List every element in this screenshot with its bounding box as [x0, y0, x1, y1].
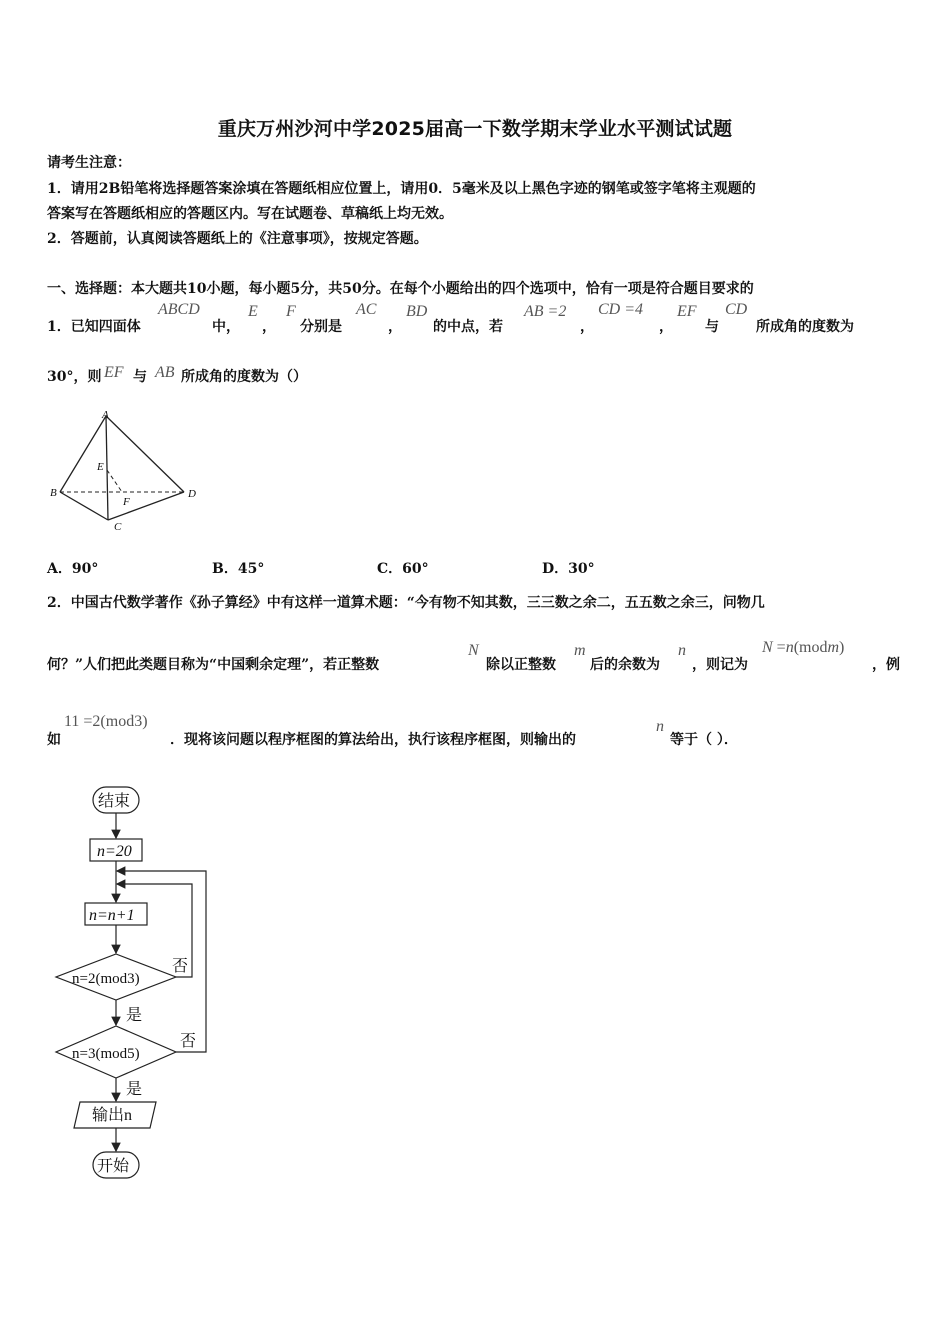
- q1-math-cd: CD: [725, 301, 748, 318]
- q2-line2-b: 除以正整数: [486, 657, 556, 673]
- figure-label-e: E: [97, 461, 104, 473]
- q1-math-bd: BD: [406, 303, 428, 320]
- q1-math-e: E: [248, 303, 258, 320]
- q1-text-6: 的中点，若: [433, 319, 503, 335]
- figure-label-c: C: [114, 521, 122, 533]
- q2-line3-c: 等于（ ）．: [670, 732, 738, 748]
- q1-math-cd4: CD =4: [598, 301, 644, 318]
- q1-text-8: ，: [659, 319, 673, 335]
- flow-step-label: n=n+1: [89, 907, 135, 924]
- q2-math-example: 11 =2(mod3): [64, 713, 148, 730]
- q2-math-expr: N =n(modm): [762, 639, 845, 656]
- notice-item-1-line-1: 1．请用2B铅笔将选择题答案涂填在答题纸相应位置上，请用0．5毫米及以上黑色字迹的钢笔或签字笔将主观题的: [47, 181, 756, 197]
- q1-option-d: D．30°: [542, 561, 595, 577]
- flow-no2-label: 否: [180, 1033, 197, 1050]
- q1-line2-text-a: 30°，则: [47, 369, 102, 385]
- q1-text-7: ，: [580, 319, 594, 335]
- q1-text-4: 分别是: [300, 319, 342, 335]
- tetrahedron-figure: [46, 408, 206, 534]
- figure-label-f: F: [123, 496, 130, 508]
- section-1-heading: 一、选择题：本大题共10小题，每小题5分，共50分。在每个小题给出的四个选项中，恰有一项是符合题目要求的: [47, 281, 754, 297]
- flow-yes1-label: 是: [126, 1007, 143, 1024]
- q1-math-f: F: [286, 303, 296, 320]
- q1-math-ac: AC: [356, 301, 377, 318]
- flow-start-label: 结束: [98, 793, 131, 810]
- figure-label-d: D: [188, 488, 196, 500]
- q2-line-1: 2．中国古代数学著作《孙子算经》中有这样一道算术题：“今有物不知其数，三三数之余二，五五数之余三，问物几: [47, 595, 765, 611]
- q2-math-m: m: [574, 642, 586, 659]
- flow-yes2-label: 是: [126, 1081, 143, 1098]
- flow-init-label: n=20: [97, 843, 132, 860]
- flow-cond2-label: n=3(mod5): [72, 1046, 140, 1062]
- flow-end-label: 开始: [97, 1158, 130, 1175]
- q2-line3-a: 如: [47, 732, 61, 748]
- q1-text-10: 所成角的度数为: [756, 319, 854, 335]
- q1-math-abcd: ABCD: [158, 301, 200, 318]
- q1-text-3: ，: [262, 319, 276, 335]
- notice-heading: 请考生注意：: [47, 155, 131, 171]
- flow-output-label: 输出n: [92, 1107, 133, 1124]
- q2-math-n: n: [678, 642, 686, 659]
- notice-item-2: 2．答题前，认真阅读答题纸上的《注意事项》，按规定答题。: [47, 231, 428, 247]
- q1-line2-text-b: 与: [133, 369, 147, 385]
- q1-text-1: 1．已知四面体: [47, 319, 141, 335]
- q1-line2-text-c: 所成角的度数为（）: [181, 369, 307, 385]
- figure-label-a: A: [102, 409, 109, 421]
- q2-line2-d: ，则记为: [692, 657, 748, 673]
- figure-label-b: B: [50, 487, 57, 499]
- q1-line2-math-ef: EF: [104, 364, 124, 381]
- q1-text-9: 与: [705, 319, 719, 335]
- q1-math-ab2: AB =2: [524, 303, 567, 320]
- q2-math-n-output: n: [656, 718, 664, 735]
- q2-math-N: N: [468, 642, 479, 659]
- q2-line3-b: ．现将该问题以程序框图的算法给出，执行该程序框图，则输出的: [170, 732, 576, 748]
- q1-math-ef: EF: [677, 303, 697, 320]
- q1-text-2: 中，: [212, 319, 240, 335]
- q2-line2-a: 何？”人们把此类题目称为“中国剩余定理”，若正整数: [47, 657, 380, 673]
- flow-cond1-label: n=2(mod3): [72, 971, 140, 987]
- q2-line2-c: 后的余数为: [590, 657, 660, 673]
- flow-no1-label: 否: [172, 958, 189, 975]
- q1-option-c: C．60°: [377, 561, 429, 577]
- page-title: 重庆万州沙河中学2025届高一下数学期末学业水平测试试题: [217, 118, 733, 140]
- flowchart: [50, 780, 220, 1180]
- q1-option-a: A．90°: [47, 561, 99, 577]
- q1-option-b: B．45°: [212, 561, 265, 577]
- notice-item-1-line-2: 答案写在答题纸相应的答题区内。写在试题卷、草稿纸上均无效。: [47, 206, 453, 222]
- q1-text-5: ，: [388, 319, 402, 335]
- q1-line2-math-ab: AB: [155, 364, 175, 381]
- q2-line2-e: ，例: [872, 657, 900, 673]
